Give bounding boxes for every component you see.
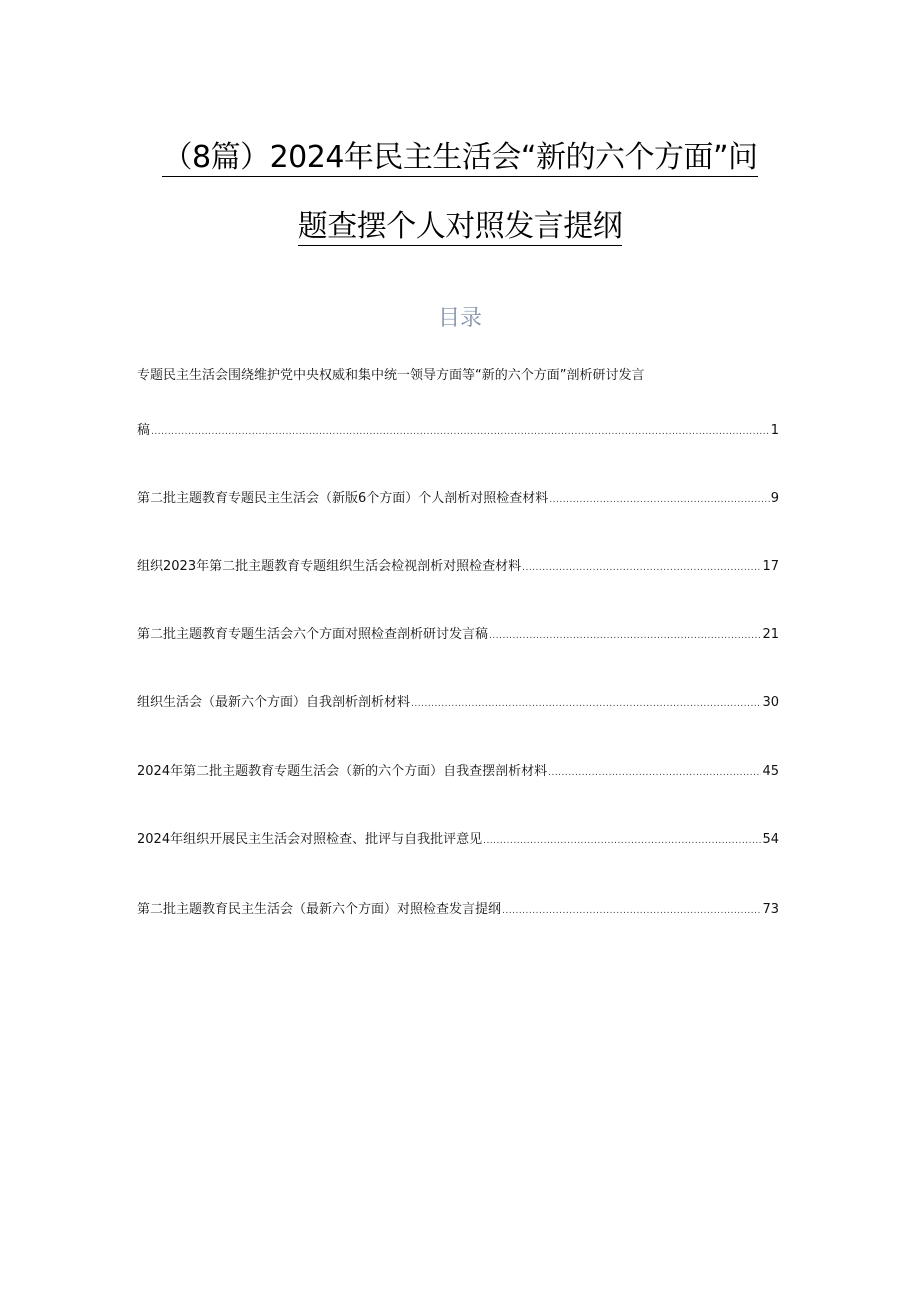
toc-heading: 目录 bbox=[437, 306, 482, 331]
toc-entry-2[interactable] bbox=[137, 488, 779, 510]
document-title-text-2: 题查摆个人对照发言提纲 bbox=[297, 209, 623, 244]
toc-leader-dots bbox=[549, 489, 769, 511]
toc-leader-dots bbox=[502, 900, 761, 922]
toc-entry-page: 21 bbox=[762, 627, 779, 642]
toc-entry-page: 45 bbox=[762, 764, 779, 779]
toc-entry-text: 第二批主题教育专题民主生活会（新版6个方面）个人剖析对照检查材料 bbox=[137, 491, 549, 506]
document-title-text-1: （8篇）2024年民主生活会“新的六个方面”问 bbox=[162, 140, 758, 175]
toc-entry-page: 73 bbox=[762, 902, 779, 917]
toc-entry-text: 稿 bbox=[137, 423, 151, 438]
toc-entry-4[interactable] bbox=[137, 624, 779, 646]
toc-leader-dots bbox=[548, 762, 761, 784]
toc-entry-text: 2024年第二批主题教育专题生活会（新的六个方面）自我查摆剖析材料 bbox=[137, 764, 548, 779]
toc-entry-page: 54 bbox=[762, 832, 779, 847]
toc-entry-5[interactable] bbox=[137, 692, 779, 714]
toc-entry-1-line-1[interactable]: 专题民主生活会围绕维护党中央权威和集中统一领导方面等“新的六个方面”剖析研讨发言 bbox=[137, 368, 645, 383]
toc-entry-3[interactable] bbox=[137, 556, 779, 578]
toc-entry-text: 第二批主题教育专题生活会六个方面对照检查剖析研讨发言稿 bbox=[137, 627, 489, 642]
toc-leader-dots bbox=[522, 557, 761, 579]
toc-entry-page: 17 bbox=[762, 559, 779, 574]
toc-entry-8[interactable] bbox=[137, 899, 779, 921]
toc-leader-dots bbox=[483, 830, 761, 852]
toc-entry-page: 9 bbox=[770, 491, 779, 506]
toc-leader-dots bbox=[489, 625, 761, 647]
toc-entry-6[interactable] bbox=[137, 761, 779, 783]
toc-entry-page: 30 bbox=[762, 695, 779, 710]
toc-entry-text: 组织生活会（最新六个方面）自我剖析剖析材料 bbox=[137, 695, 411, 710]
toc-entry-text: 2024年组织开展民主生活会对照检查、批评与自我批评意见 bbox=[137, 832, 483, 847]
toc-entry-text: 组织2023年第二批主题教育专题组织生活会检视剖析对照检查材料 bbox=[137, 559, 522, 574]
toc-entry-text: 第二批主题教育民主生活会（最新六个方面）对照检查发言提纲 bbox=[137, 902, 502, 917]
toc-entry-7[interactable] bbox=[137, 829, 779, 851]
toc-leader-dots bbox=[411, 693, 761, 715]
toc-entry-page: 1 bbox=[770, 423, 779, 438]
document-title-line-2 bbox=[140, 209, 780, 245]
toc-entry-1-line-2[interactable] bbox=[137, 420, 779, 442]
toc-leader-dots bbox=[151, 421, 770, 443]
document-title-line-1 bbox=[140, 140, 780, 176]
